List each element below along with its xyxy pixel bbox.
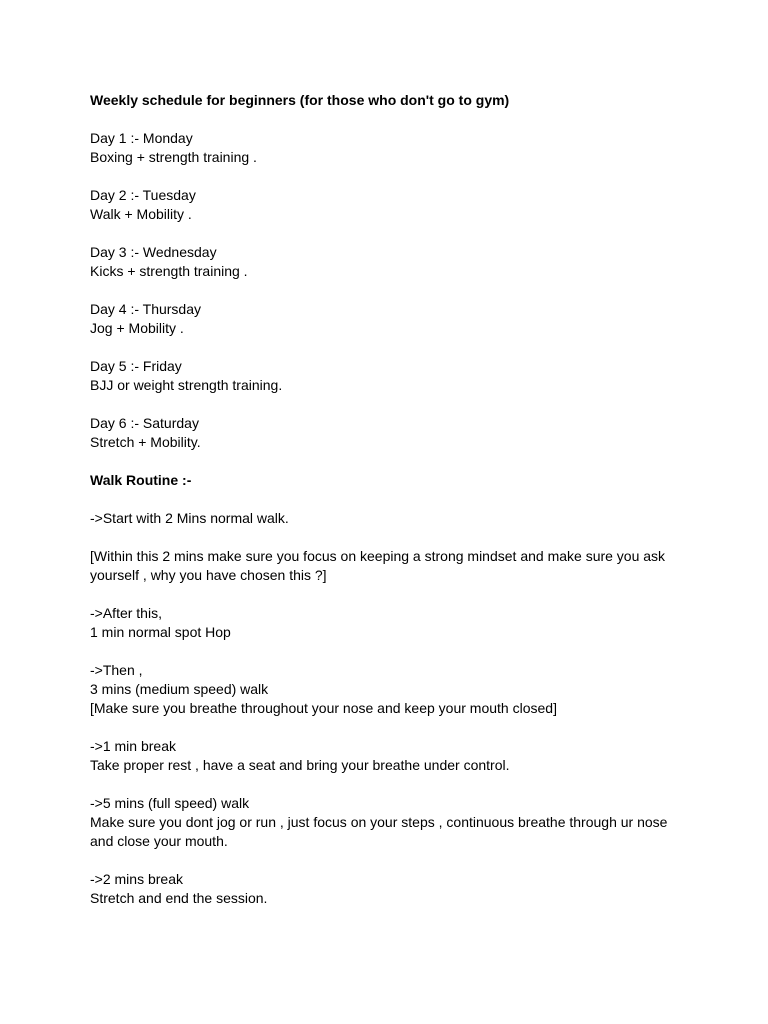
routine-step	[90, 509, 690, 528]
day-label: Day 6 :- Saturday	[90, 415, 199, 431]
day-activity: Kicks + strength training .	[90, 263, 248, 279]
routine-step-line: Take proper rest , have a seat and bring your breathe under control.	[90, 757, 510, 773]
walk-routine-heading-block	[90, 471, 690, 490]
routine-step-line: ->1 min break	[90, 738, 176, 754]
routine-step-line: ->After this,	[90, 605, 162, 621]
day-block	[90, 243, 690, 281]
day-activity: Boxing + strength training .	[90, 149, 257, 165]
day-activity: Jog + Mobility .	[90, 320, 184, 336]
routine-step-line: ->2 mins break	[90, 871, 183, 887]
document-title-block	[90, 91, 690, 110]
routine-step	[90, 604, 690, 642]
routine-step-line: 1 min normal spot Hop	[90, 624, 231, 640]
routine-step	[90, 547, 690, 585]
day-block	[90, 129, 690, 167]
day-label: Day 5 :- Friday	[90, 358, 182, 374]
routine-step-line: Make sure you dont jog or run , just focus on your steps , continuous breathe through ur nose and close your mouth.	[90, 814, 672, 849]
routine-step	[90, 661, 690, 718]
day-block	[90, 186, 690, 224]
routine-step-line: ->Then ,	[90, 662, 143, 678]
routine-step-line: Stretch and end the session.	[90, 890, 268, 906]
day-block	[90, 357, 690, 395]
day-activity: Stretch + Mobility.	[90, 434, 201, 450]
day-block	[90, 414, 690, 452]
routine-step-line: [Make sure you breathe throughout your nose and keep your mouth closed]	[90, 700, 557, 716]
day-activity: Walk + Mobility .	[90, 206, 192, 222]
day-activity: BJJ or weight strength training.	[90, 377, 283, 393]
day-label: Day 1 :- Monday	[90, 130, 193, 146]
routine-step-line: 3 mins (medium speed) walk	[90, 681, 269, 697]
routine-step-line: ->Start with 2 Mins normal walk.	[90, 510, 289, 526]
routine-step	[90, 737, 690, 775]
day-label: Day 3 :- Wednesday	[90, 244, 217, 260]
day-block	[90, 300, 690, 338]
day-label: Day 4 :- Thursday	[90, 301, 202, 317]
document-title: Weekly schedule for beginners (for those who don't go to gym)	[90, 92, 510, 108]
routine-step-line: [Within this 2 mins make sure you focus on keeping a strong mindset and make sure you ask yourself , why you have chosen this ?]	[90, 548, 669, 583]
day-label: Day 2 :- Tuesday	[90, 187, 196, 203]
routine-step	[90, 794, 690, 851]
walk-routine-heading: Walk Routine :-	[90, 472, 192, 488]
routine-step	[90, 870, 690, 908]
document-page	[90, 91, 690, 927]
routine-step-line: ->5 mins (full speed) walk	[90, 795, 250, 811]
